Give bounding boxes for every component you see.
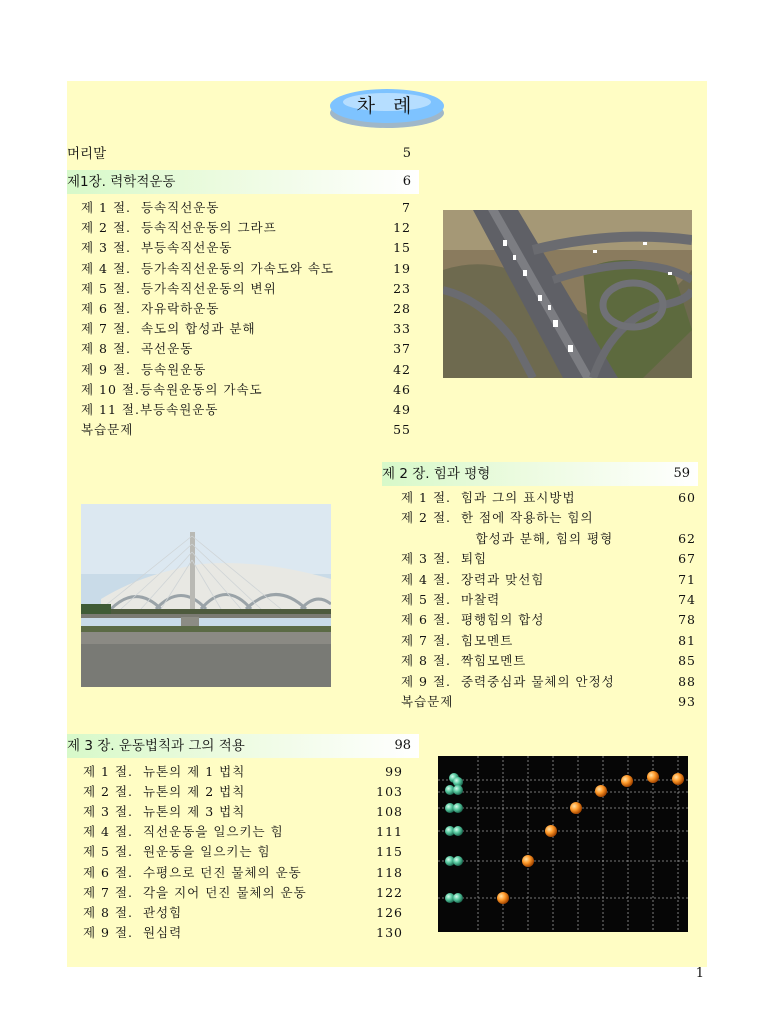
page-title: 차 례 — [356, 95, 418, 117]
toc-section-page: 46 — [393, 381, 411, 397]
toc-section-label: 복습문제 — [401, 694, 454, 709]
toc-section-item[interactable] — [81, 319, 411, 339]
page-number: 1 — [695, 966, 704, 981]
toc-section-item[interactable] — [81, 380, 411, 400]
toc-section-page: 126 — [376, 904, 403, 920]
toc-section-item[interactable] — [83, 822, 403, 842]
toc-section-item[interactable] — [401, 529, 696, 549]
toc-section-label: 제 9 절. 등속원운동 — [81, 361, 207, 377]
toc-section-page: 42 — [393, 361, 411, 377]
toc-section-item[interactable] — [83, 903, 403, 923]
toc-section-page: 23 — [393, 280, 411, 296]
toc-section-item[interactable] — [401, 508, 696, 528]
toc-section-item[interactable] — [401, 590, 696, 610]
toc-section-item[interactable] — [401, 570, 696, 590]
toc-section-item[interactable] — [83, 863, 403, 883]
toc-section-label: 제 3 절. 퇴힘 — [401, 551, 488, 567]
toc-section-page: 99 — [385, 764, 403, 779]
toc-section-label: 제 9 절. 중력중심과 물체의 안정성 — [401, 673, 615, 689]
toc-section-page: 81 — [678, 632, 696, 648]
toc-section-item[interactable] — [81, 218, 411, 238]
toc-chapter-3[interactable] — [67, 734, 419, 758]
toc-section-label: 합성과 분해, 힘의 평형 — [401, 530, 614, 546]
toc-chapter-2-page: 59 — [673, 466, 690, 481]
toc-section-item[interactable] — [83, 762, 403, 782]
toc-section-label: 제 7 절. 힘모멘트 — [401, 632, 514, 648]
toc-section-item[interactable] — [401, 610, 696, 630]
toc-section-page: 88 — [678, 673, 696, 689]
toc-chapter-2-label: 제 2 장. 힘과 평형 — [382, 466, 491, 482]
toc-section-page: 67 — [678, 551, 696, 567]
toc-section-item[interactable] — [81, 259, 411, 279]
toc-section-page: 122 — [376, 884, 403, 900]
toc-section-item[interactable] — [81, 198, 411, 218]
toc-section-label: 제 4 절. 장력과 맞선힘 — [401, 571, 545, 587]
toc-section-label: 제 1 절. 뉴톤의 제 1 법칙 — [83, 764, 246, 779]
toc-section-item[interactable] — [401, 488, 696, 508]
toc-section-label: 제 8 절. 곡선운동 — [81, 341, 194, 357]
toc-section-page: 37 — [393, 341, 411, 357]
toc-section-item[interactable] — [83, 802, 403, 822]
toc-chapter-3-label: 제 3 장. 운동법칙과 그의 적용 — [67, 738, 245, 754]
toc-section-item[interactable] — [401, 672, 696, 692]
toc-section-label: 제 5 절. 원운동을 일으키는 힘 — [83, 844, 271, 860]
toc-section-page: 19 — [393, 260, 411, 276]
toc-section-label: 제 10 절.등속원운동의 가속도 — [81, 381, 263, 397]
toc-section-page: 7 — [402, 200, 411, 215]
toc-preface[interactable] — [67, 142, 419, 166]
toc-section-page: 74 — [678, 592, 696, 607]
toc-section-page: 60 — [678, 490, 696, 505]
toc-section-item[interactable] — [81, 279, 411, 299]
toc-section-label: 제 6 절. 평행힘의 합성 — [401, 612, 545, 628]
toc-section-label: 제 6 절. 자유락하운동 — [81, 301, 220, 316]
highway-interchange-photo — [443, 210, 692, 378]
toc-section-item[interactable] — [81, 339, 411, 359]
toc-section-page: 49 — [393, 402, 411, 417]
toc-section-item[interactable] — [83, 842, 403, 862]
toc-section-page: 33 — [393, 321, 411, 337]
toc-section-page: 118 — [376, 864, 403, 880]
toc-section-page: 12 — [393, 220, 411, 236]
toc-section-item[interactable] — [81, 420, 411, 440]
toc-section-label: 제 2 절. 뉴톤의 제 2 법칙 — [83, 784, 246, 800]
toc-section-page: 103 — [376, 784, 403, 800]
toc-section-label: 제 3 절. 뉴톤의 제 3 법칙 — [83, 804, 246, 820]
toc-section-page: 93 — [678, 694, 696, 709]
toc-chapter-1-page: 6 — [402, 174, 411, 189]
toc-section-label: 제 2 절. 한 점에 작용하는 힘의 — [401, 510, 594, 526]
toc-section-label: 제 8 절. 짝힘모멘트 — [401, 653, 527, 669]
toc-chapter-1-label: 제1장. 력학적운동 — [67, 174, 176, 190]
toc-section-label: 제 3 절. 부등속직선운동 — [81, 240, 233, 256]
toc-section-page: 28 — [393, 301, 411, 316]
toc-chapter-1[interactable] — [67, 170, 419, 194]
toc-section-item[interactable] — [401, 549, 696, 569]
toc-section-page: 108 — [376, 804, 403, 820]
toc-section-page: 62 — [678, 530, 696, 546]
toc-section-page: 78 — [678, 612, 696, 628]
toc-section-item[interactable] — [401, 692, 696, 712]
toc-section-item[interactable] — [83, 883, 403, 903]
toc-section-page: 15 — [393, 240, 411, 256]
toc-section-label: 제 6 절. 수평으로 던진 물체의 운동 — [83, 864, 302, 880]
bridge-stadium-photo — [81, 504, 331, 687]
toc-section-item[interactable] — [401, 651, 696, 671]
toc-chapter-3-page: 98 — [394, 738, 411, 753]
toc-section-label: 제 1 절. 힘과 그의 표시방법 — [401, 490, 576, 505]
toc-section-label: 제 2 절. 등속직선운동의 그라프 — [81, 220, 277, 236]
toc-section-item[interactable] — [81, 299, 411, 319]
toc-section-label: 제 9 절. 원심력 — [83, 924, 183, 940]
toc-section-item[interactable] — [81, 400, 411, 420]
toc-section-page: 71 — [678, 571, 696, 587]
toc-section-label: 제 4 절. 등가속직선운동의 가속도와 속도 — [81, 260, 334, 276]
toc-section-page: 85 — [678, 653, 696, 669]
toc-section-page: 130 — [376, 924, 403, 940]
toc-section-label: 제 11 절.부등속원운동 — [81, 402, 219, 417]
projectile-motion-photo — [438, 756, 688, 932]
toc-section-item[interactable] — [83, 782, 403, 802]
toc-section-label: 제 8 절. 관성힘 — [83, 904, 183, 920]
toc-preface-page: 5 — [402, 146, 411, 161]
toc-section-label: 제 5 절. 등가속직선운동의 변위 — [81, 280, 277, 296]
toc-section-page: 111 — [376, 824, 403, 840]
toc-section-item[interactable] — [81, 238, 411, 258]
toc-preface-label: 머리말 — [67, 146, 107, 162]
toc-section-label: 제 5 절. 마찰력 — [401, 592, 501, 607]
toc-section-label: 제 1 절. 등속직선운동 — [81, 200, 220, 215]
toc-section-item[interactable] — [401, 631, 696, 651]
toc-section-label: 제 7 절. 속도의 합성과 분해 — [81, 321, 256, 337]
toc-section-label: 제 7 절. 각을 지어 던진 물체의 운동 — [83, 884, 307, 900]
toc-section-label: 제 4 절. 직선운동을 일으키는 힘 — [83, 824, 284, 840]
toc-section-item[interactable] — [83, 923, 403, 943]
toc-section-page: 55 — [393, 422, 411, 438]
toc-section-page: 115 — [376, 844, 403, 860]
toc-section-item[interactable] — [81, 360, 411, 380]
toc-chapter-2[interactable] — [382, 462, 698, 486]
toc-section-label: 복습문제 — [81, 422, 134, 438]
